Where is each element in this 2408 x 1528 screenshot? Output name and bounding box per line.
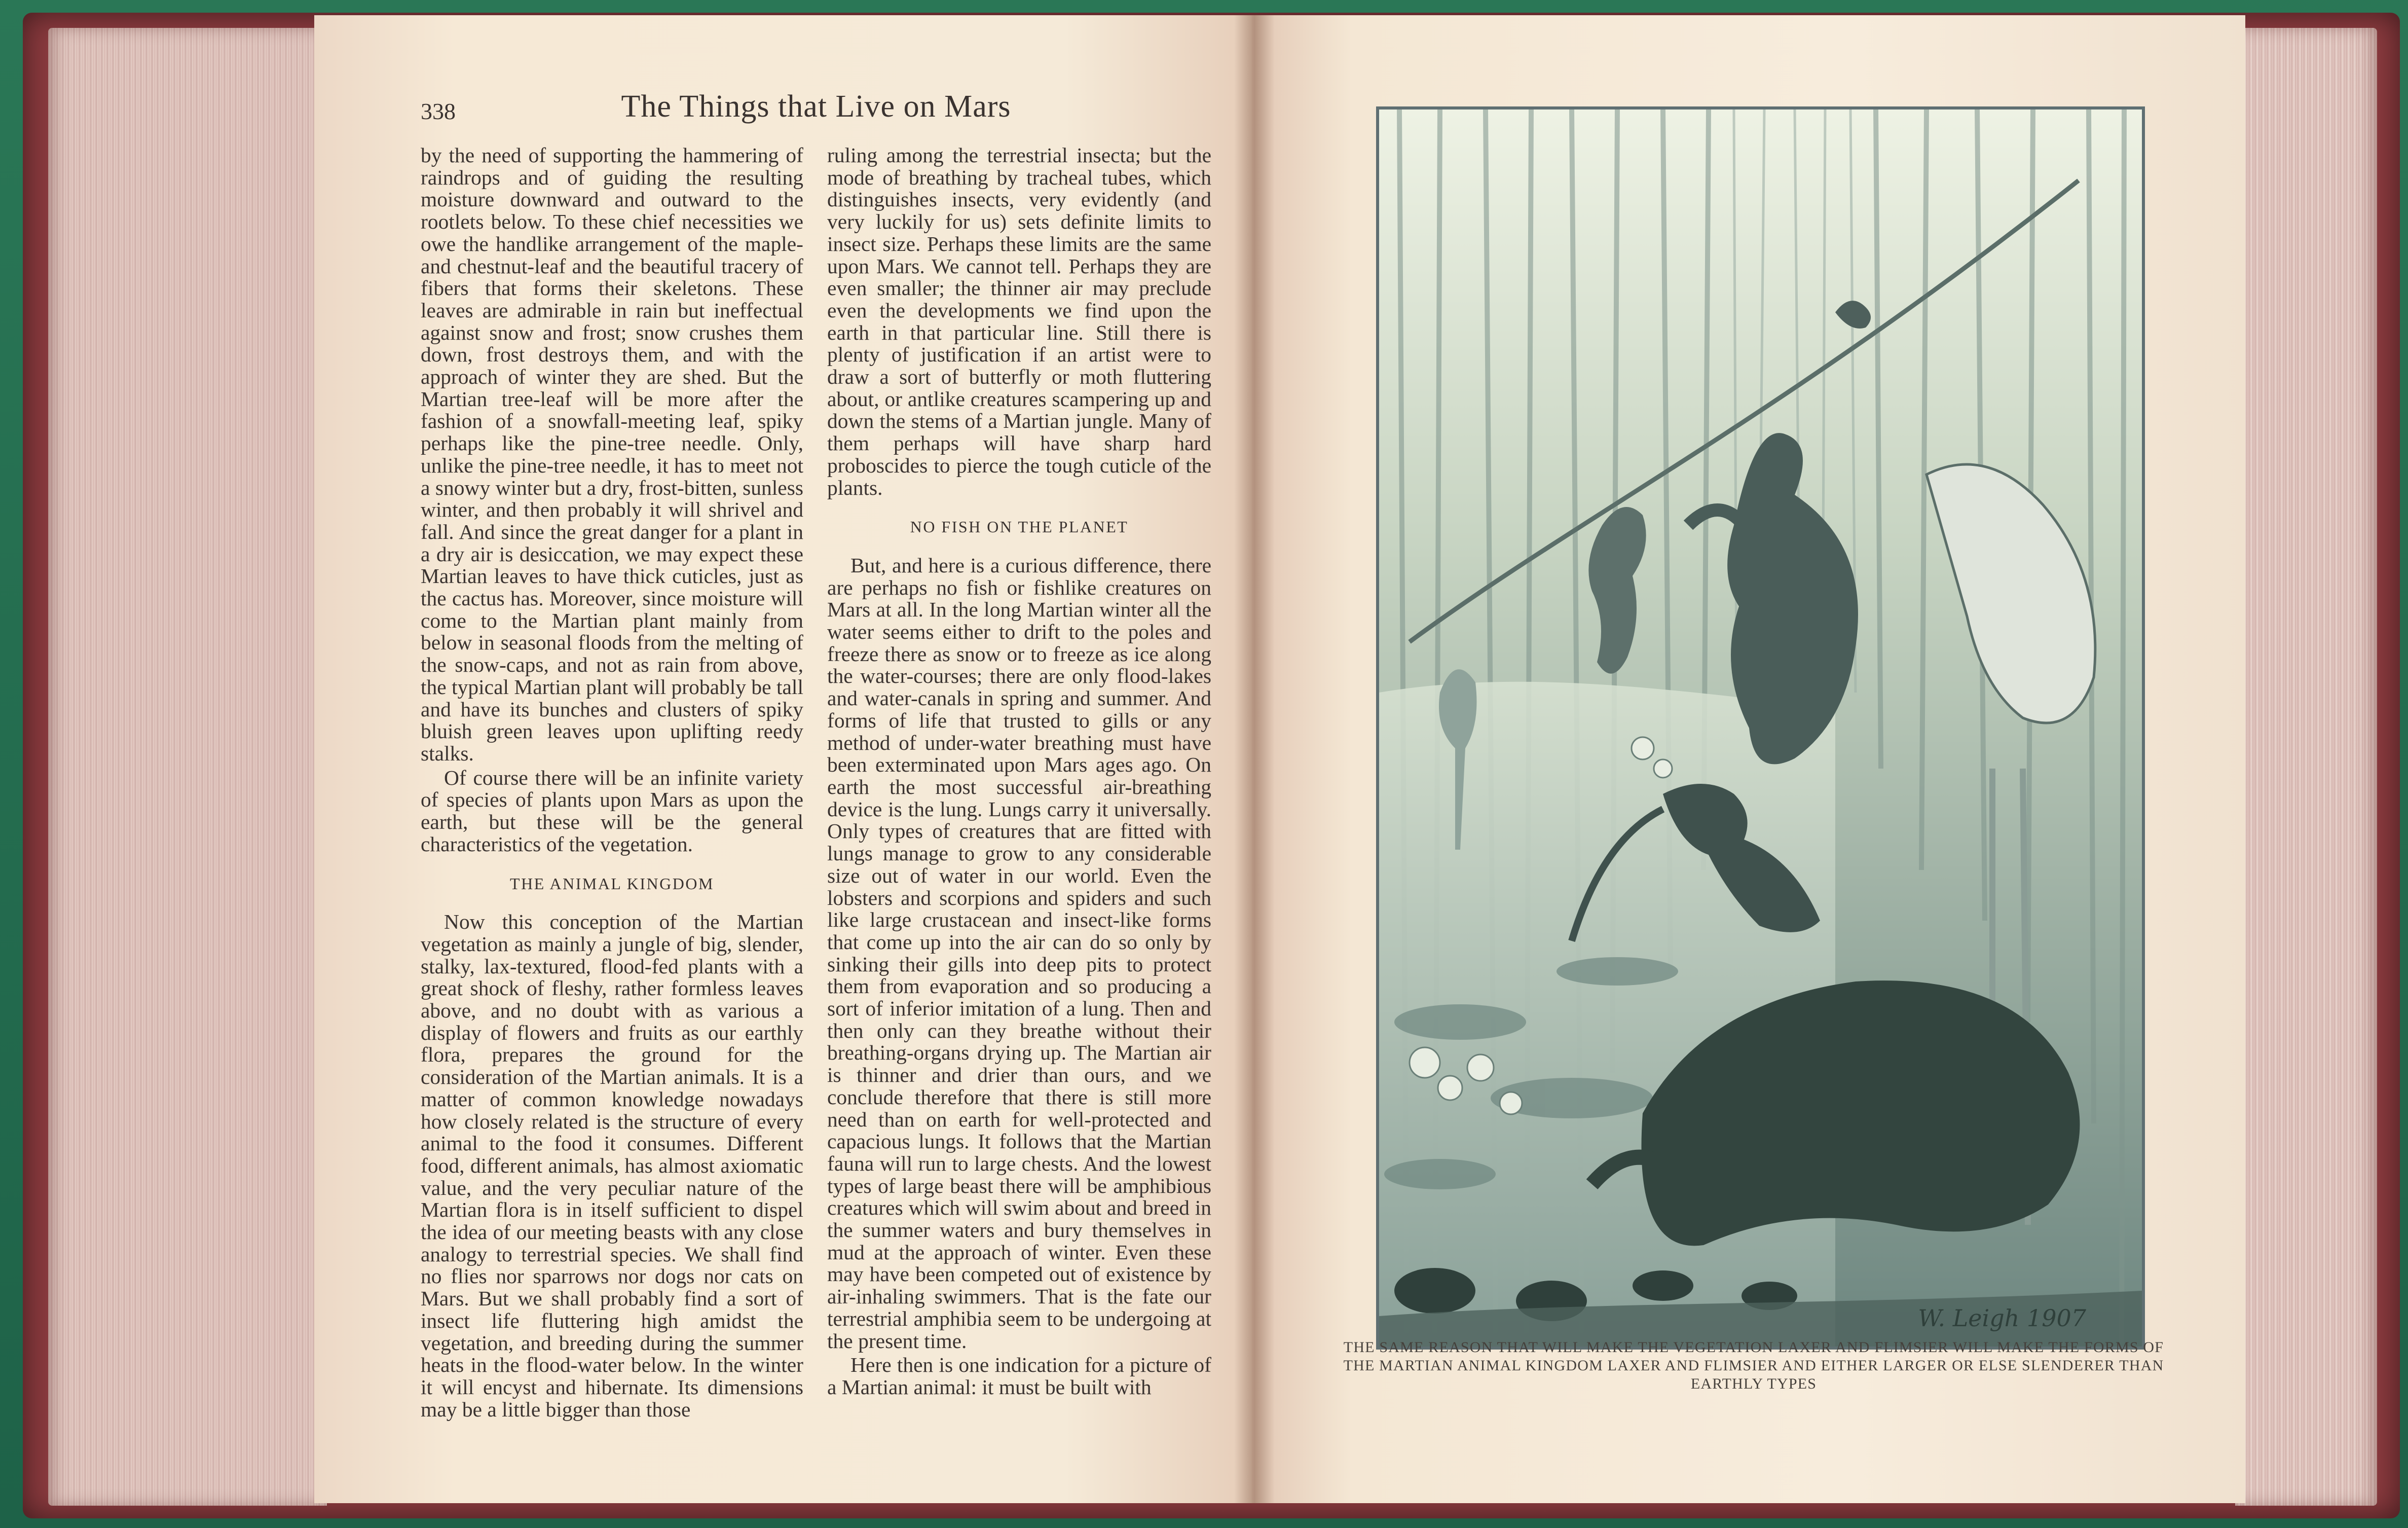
paragraph: Now this conception of the Martian vegetation as mainly a jungle of big, slender, stalky, lax-textured, flood-fed plants with a great shock of fleshy, rather formless leaves above, and no doubt with as various a display of flowers and fruits as our earthly flora, prepares the ground for the consideration of the Martian animals. It is a matter of common knowledge nowadays how closely related is the structure of every animal to the food it consumes. Different food, different animals, has almost axiomatic value, and the very peculiar nature of the Martian flora is in itself sufficient to dispel the idea of our meeting beasts with any close analogy to terrestrial species. We shall find no flies nor sparrows nor dogs nor cats on Mars. But we shall probably find a sort of insect life fluttering high amidst the vegetation, and breeding during the summer heats in the flood-water below. In the winter it will encyst and hibernate. Its dimensions may be a little bigger than those (421, 910, 803, 1421)
right-page-edges (2235, 28, 2377, 1506)
running-title: The Things that Live on Mars (621, 89, 1011, 124)
paragraph: ruling among the terrestrial insecta; but the mode of breathing by tracheal tubes, which distinguishes insects, very evidently (and very luckily for us) sets definite limits to insect size. Perhaps these limits are the same upon Mars. We cannot tell. Perhaps they are even smaller; the thinner air may preclude even the developments we find upon the earth in that particular line. Still there is plenty of justification if an artist were to draw a sort of butterfly or moth fluttering about, or antlike creatures scampering up and down the stems of a Martian jungle. Many of them perhaps will have sharp hard proboscides to pierce the tough cuticle of the plants. (827, 143, 1211, 499)
text-column-2 (827, 144, 1211, 1399)
illustration-caption: THE SAME REASON THAT WILL MAKE THE VEGETATION LAXER AND FLIMSIER WILL MAKE THE FORMS OF THE MARTIAN ANIMAL KINGDOM LAXER AND FLIMSIER AND EITHER LARGER OR ELSE SLENDERER THAN EARTHLY TYPES (1343, 1339, 2164, 1392)
book-gutter (1234, 15, 1275, 1503)
running-head (421, 89, 1211, 129)
text-column-1 (421, 144, 803, 1421)
section-heading-no-fish: NO FISH ON THE PLANET (910, 518, 1129, 536)
martian-creatures-illustration (1376, 106, 2145, 1350)
paragraph: by the need of supporting the hammering of raindrops and of guiding the resulting moisture downward and outward to the rootlets below. To these chief necessities we owe the handlike arrangement of the maple- and chestnut-leaf and the beautiful tracery of fibers that forms their skeletons. These leaves are admirable in rain but ineffectual against snow and frost; snow crushes them down, frost destroys them, and with the approach of winter they are shed. But the Martian tree-leaf will be more after the fashion of a snowfall-meeting leaf, spiky perhaps like the pine-tree needle. Only, unlike the pine-tree needle, it has to meet not a snowy winter but a dry, frost-bitten, sunless winter, and then probably it will shrivel and fall. And since the great danger for a plant in a dry air is desiccation, we may expect these Martian leaves to have thick cuticles, just as the cactus has. Moreover, since moisture will come to the Martian plant mainly from below in seasonal floods from the melting of the snow-caps, and not as rain from above, the typical Martian plant will probably be tall and have its bunches and clusters of spiky bluish green leaves upon uplifting reedy stalks. (421, 143, 803, 765)
page-number: 338 (421, 98, 456, 124)
left-page-edges (48, 28, 327, 1506)
artist-signature: W. Leigh 1907 (1918, 1304, 2086, 1332)
paragraph: But, and here is a curious difference, there are perhaps no fish or fishlike creatures on Mars at all. In the long Martian winter all the water seems either to drift to the poles and freeze there as snow or to freeze as ice along the water-courses; there are only flood-lakes and water-canals in spring and summer. And forms of life that trusted to gills or any method of under-water breathing must have been exterminated upon Mars ages ago. On earth the most successful air-breathing device is the lung. Lungs carry it universally. Only types of creatures that are fitted with lungs manage to grow to any considerable size out of water in our world. Even the lobsters and scorpions and spiders and such like large crustacean and insect-like forms that come up into the air can do so only by sinking their gills into deep pits to protect them from evaporation and so producing a sort of inferior imitation of a lung. Then and then only can they breathe without their breathing-organs drying up. The Martian air is thinner and drier than ours, and we conclude therefore that there is still more need than on earth for well-protected and capacious lungs. It follows that the Martian fauna will run to large chests. And the lowest types of large beast there will be amphibious creatures which will swim about and breed in the summer waters and bury themselves in mud at the approach of winter. Even these may have been competed out of existence by air-inhaling swimmers. That is the fate our terrestrial amphibia seem to be undergoing at the present time. (827, 553, 1211, 1353)
section-heading-animal-kingdom: THE ANIMAL KINGDOM (510, 874, 714, 893)
illustration-artwork (1379, 110, 2142, 1347)
paragraph: Here then is one indication for a picture of a Martian animal: it must be built with (827, 1353, 1211, 1399)
paragraph: Of course there will be an infinite variety of species of plants upon Mars as upon the earth, but these will be the general characteristics of the vegetation. (421, 766, 803, 856)
